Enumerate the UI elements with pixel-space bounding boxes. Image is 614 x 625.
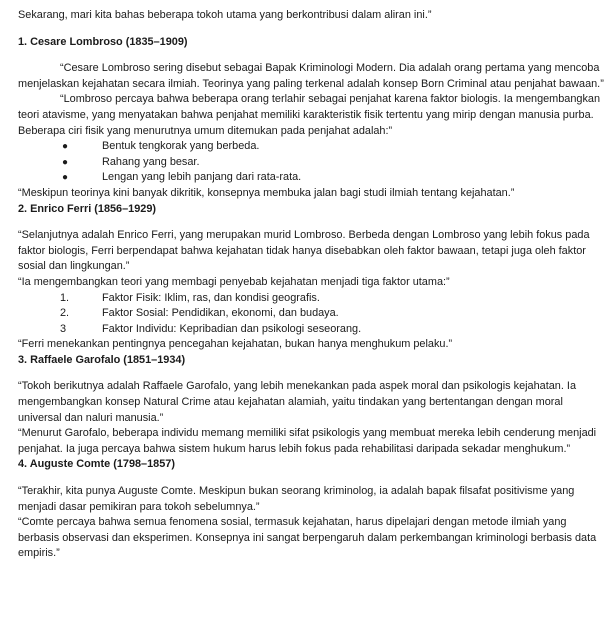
ferri-closing: “Ferri menekankan pentingnya pencegahan kejahatan, bukan hanya menghukum pelaku.” <box>18 338 453 351</box>
bullet-icon: ● <box>62 156 69 168</box>
lombroso-paragraph-1: “Cesare Lombroso sering disebut sebagai Bapak Kriminologi Modern. Dia adalah orang pertama yang mencoba menjelaskan kejahatan secara ilmiah. Teorinya yang paling terkenal adalah konsep Born Criminal atau penjahat bawaan.” <box>18 62 604 90</box>
list-item: ● Lengan yang lebih panjang dari rata-rata. <box>18 170 604 186</box>
lombroso-bullet-list <box>18 139 604 186</box>
ferri-paragraph-2: “Ia mengembangkan teori yang membagi penyebab kejahatan menjadi tiga faktor utama:” <box>18 275 450 288</box>
heading-comte: 4. Auguste Comte (1798–1857) <box>18 458 175 471</box>
bullet-icon: ● <box>62 141 69 153</box>
heading-ferri: 2. Enrico Ferri (1856–1929) <box>18 202 157 215</box>
list-item: ● Rahang yang besar. <box>18 155 604 171</box>
intro-paragraph: Sekarang, mari kita bahas beberapa tokoh utama yang berkontribusi dalam aliran ini.” <box>18 9 432 21</box>
list-item: 3 Faktor Individu: Kepribadian dan psikologi seseorang. <box>60 322 362 335</box>
ferri-paragraph-1: “Selanjutnya adalah Enrico Ferri, yang merupakan murid Lombroso. Berbeda dengan Lombroso yang lebih fokus pada faktor biologis, Ferri berpendapat bahwa kejahatan tidak hanya disebabkan oleh faktor bawaan, tetapi juga oleh faktor sosial dan lingkungan.” <box>18 229 590 273</box>
lombroso-paragraph-2: “Lombroso percaya bahwa beberapa orang terlahir sebagai penjahat karena faktor biologis. Ia mengembangkan teori atavisme, yang menyatakan bahwa penjahat memiliki karakteristik fisik tertentu yang mirip dengan manusia purba. Beberapa ciri fisik yang menurutnya umum ditemukan pada penjahat adalah:” <box>18 93 601 137</box>
heading-garofalo: 3. Raffaele Garofalo (1851–1934) <box>18 353 186 366</box>
garofalo-paragraph-2: “Menurut Garofalo, beberapa individu memang memiliki sifat psikologis yang membuat mereka lebih cenderung menjadi penjahat. Ia juga percaya bahwa sistem hukum harus lebih fokus pada rehabilitasi daripada sekadar menghukum.” <box>18 427 597 455</box>
comte-paragraph-1: “Terakhir, kita punya Auguste Comte. Meskipun bukan seorang kriminolog, ia adalah bapak filsafat positivisme yang menjadi dasar pemikiran para tokoh sebelumnya.” <box>18 485 575 513</box>
heading-lombroso: 1. Cesare Lombroso (1835–1909) <box>18 35 188 48</box>
list-item: ● Bentuk tengkorak yang berbeda. <box>18 139 604 155</box>
list-item: 2. Faktor Sosial: Pendidikan, ekonomi, dan budaya. <box>60 307 339 320</box>
lombroso-closing: “Meskipun teorinya kini banyak dikritik, konsepnya membuka jalan bagi studi ilmiah tentang kejahatan.” <box>18 186 515 199</box>
document-page <box>18 8 604 562</box>
garofalo-paragraph-1: “Tokoh berikutnya adalah Raffaele Garofalo, yang lebih menekankan pada aspek moral dan psikologis kejahatan. Ia mengembangkan konsep Natural Crime atau kejahatan alamiah, yaitu tindakan yang bertentangan dengan moral universal dan naluri manusia.” <box>18 380 577 424</box>
list-item: 1. Faktor Fisik: Iklim, ras, dan kondisi geografis. <box>60 291 320 304</box>
comte-paragraph-2: “Comte percaya bahwa semua fenomena sosial, termasuk kejahatan, harus dipelajari dengan metode ilmiah yang berbasis observasi dan eksperimen. Konsepnya ini sangat berpengaruh dalam perkembangan kriminologi berbasis data empiris.” <box>18 516 597 560</box>
ferri-numbered-list <box>18 291 604 338</box>
bullet-icon: ● <box>62 172 69 184</box>
